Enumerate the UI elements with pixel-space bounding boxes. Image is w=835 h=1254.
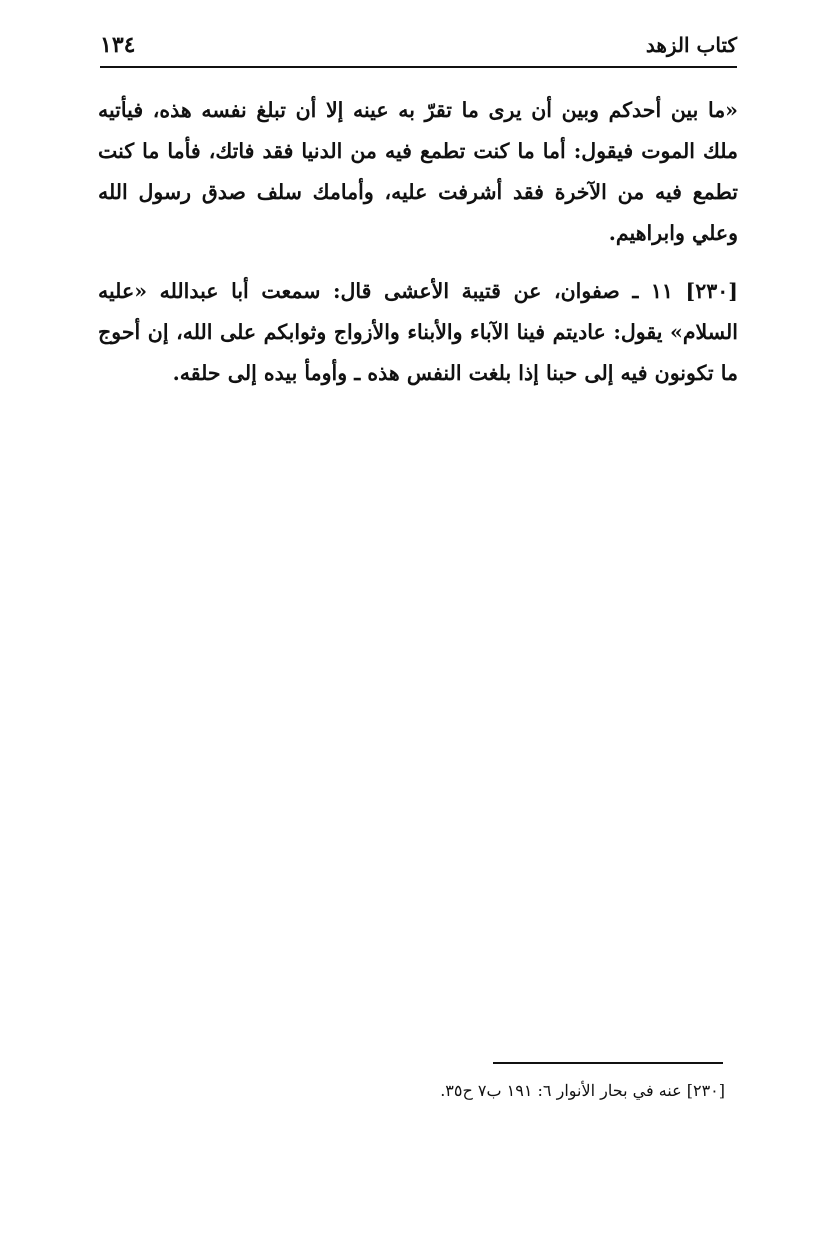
main-text [98,90,738,394]
page-number: ١٣٤ [100,32,136,58]
book-title: كتاب الزهد [645,33,737,57]
header-rule [100,66,737,68]
paragraph-1: «ما بين أحدكم وبين أن يرى ما تقرّ به عينه إلا أن تبلغ نفسه هذه، فيأتيه ملك الموت فيقول: أما ما كنت تطمع فيه من الدنيا فقد فاتك، فأما ما كنت تطمع فيه من الآخرة فقد أشرفت عليه، وأمامك سلف صدق رسول الله وعلي وابراهيم. [98,98,738,245]
running-header [100,28,737,62]
paragraph-2: [٢٣٠] ١١ ـ صفوان، عن قتيبة الأعشى قال: سمعت أبا عبدالله «عليه السلام» يقول: عاديتم فينا الآباء والأبناء والأزواج وثوابكم على الله، إن أحوج ما تكونون فيه إلى حبنا إذا بلغت النفس هذه ـ وأومأ بيده إلى حلقه. [98,279,738,385]
footnote-rule [493,1062,723,1064]
footnote: [٢٣٠] عنه في بحار الأنوار ٦: ١٩١ ب٧ ح٣٥. [440,1081,725,1100]
